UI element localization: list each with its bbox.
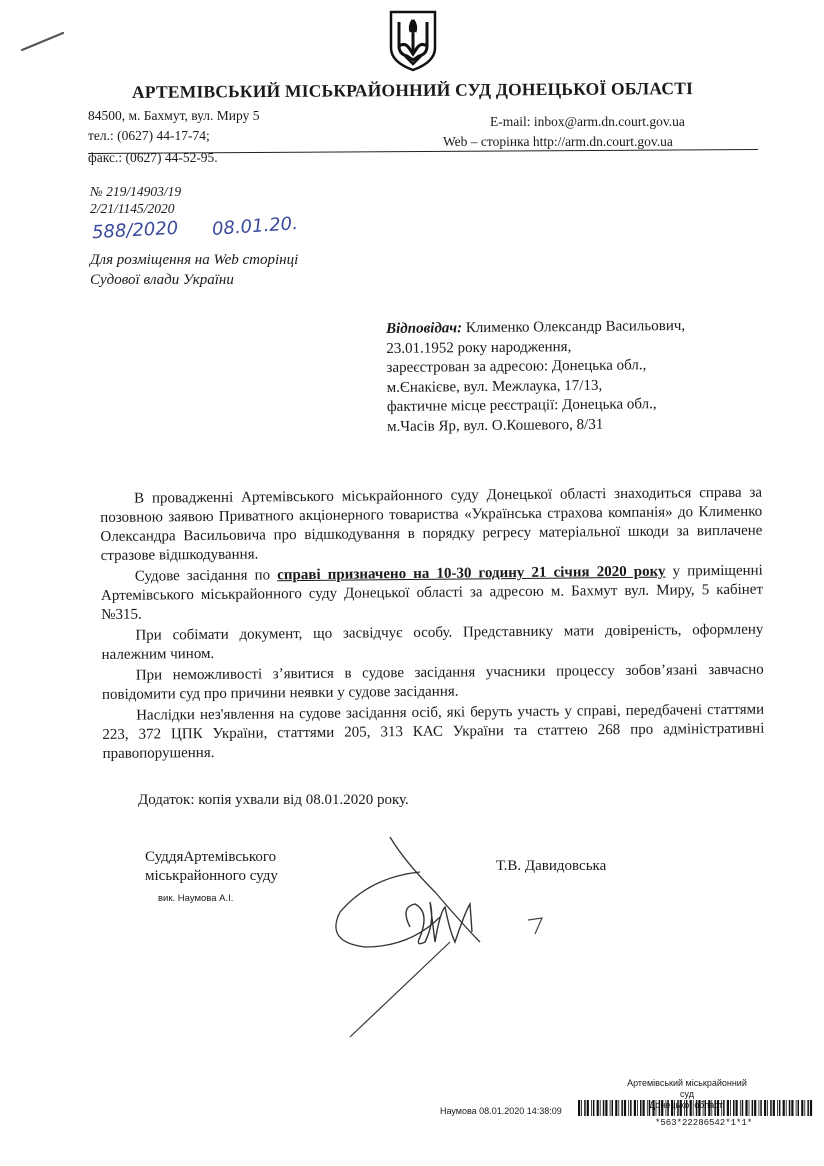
respondent-line: м.Часів Яр, вул. О.Кошевого, 8/31 bbox=[387, 416, 604, 435]
judge-name: Т.В. Давидовська bbox=[496, 858, 607, 874]
respondent-block bbox=[386, 316, 787, 437]
respondent-line: зареєстрован за адресою: Донецька обл., bbox=[386, 357, 647, 376]
executor-name: вик. Наумова А.І. bbox=[158, 893, 234, 904]
body-paragraph-hearing bbox=[101, 562, 764, 625]
respondent-line: фактичне місце реєстрації: Донецька обл., bbox=[386, 396, 657, 415]
attachment-line: Додаток: копія ухвали від 08.01.2020 року. bbox=[138, 792, 409, 808]
court-website: Web – сторінка http://arm.dn.court.gov.ua bbox=[443, 134, 673, 149]
court-address: 84500, м. Бахмут, вул. Миру 5 bbox=[88, 108, 260, 123]
stamp-court-line2: Донецької bbox=[649, 1100, 692, 1110]
respondent-label: Відповідач: bbox=[386, 320, 463, 337]
court-fax: факс.: (0627) 44-52-95. bbox=[88, 150, 218, 165]
proceeding-number: 2/21/1145/2020 bbox=[90, 201, 175, 216]
handwritten-signature bbox=[330, 832, 570, 1042]
court-name-heading: АРТЕМІВСЬКИЙ МІСЬКРАЙОННИЙ СУД ДОНЕЦЬКОЇ ОБЛАСТІ bbox=[131, 78, 694, 102]
hearing-text-start: Судове засідання по bbox=[134, 567, 278, 585]
body-paragraph-consequences: Наслідки нез'явлення на судове засідання осіб, які беруть участь у справі, передбачені статтями 223, 372 ЦПК України, статтями 205, 313 КАС України та статтею 268 про адміністративні правопорушення. bbox=[102, 701, 765, 762]
stamp-court-line1: Артемівський міськрайонний суд bbox=[627, 1078, 747, 1099]
hearing-text-end: у приміщенні Артемівського міськрайонного суду Донецької області за адресою м. Бахмут вул. Миру, 5 кабінет №315. bbox=[100, 562, 764, 623]
judge-title bbox=[145, 848, 278, 886]
respondent-line: 23.01.1952 року народження, bbox=[386, 338, 572, 357]
publication-notice-line2: Судової влади України bbox=[90, 272, 234, 288]
body-paragraph-absence: При неможливості з’явитися в судове засідання учасники процессу зобов’язані завчасно повідомити суд про причини неявки у судове засідання. bbox=[101, 661, 764, 703]
letter-body bbox=[100, 484, 765, 764]
coat-of-arms-icon bbox=[385, 8, 441, 72]
pen-stroke-mark bbox=[20, 30, 65, 52]
court-email: E-mail: inbox@arm.dn.court.gov.ua bbox=[490, 114, 685, 129]
publication-notice-line1: Для розміщення на Web сторінці bbox=[90, 252, 299, 268]
handwritten-outgoing-number: 588/2020 bbox=[91, 217, 179, 244]
case-number: № 219/14903/19 bbox=[90, 184, 182, 199]
barcode-number: *563*22286542*1*1* bbox=[655, 1118, 753, 1128]
judge-title-line2: міськрайонного суду bbox=[145, 868, 278, 884]
respondent-name: Клименко Олександр Васильович, bbox=[461, 317, 686, 337]
body-paragraph-case: В провадженні Артемівського міськрайонного суду Донецької області знаходиться справа за позовною заявою Приватного акціонерного товариства «Українська страхова компанія» до Клименко Олександра Васильовича про відшкодування в порядку регресу матеріальної шкоди за виплачене стразове відшкодування. bbox=[100, 484, 763, 564]
barcode-icon bbox=[578, 1100, 814, 1116]
hearing-date-emphasis: справі призначено на 10-30 годину 21 січня 2020 року bbox=[277, 563, 666, 584]
body-paragraph-documents: При собімати документ, що засвідчує особу. Представнику мати довіреність, оформлену належним чином. bbox=[101, 621, 764, 663]
judge-title-line1: СуддяАртемівського bbox=[145, 849, 277, 865]
registration-stamp-meta: Наумова 08.01.2020 14:38:09 bbox=[440, 1106, 562, 1116]
respondent-line: м.Єнакієве, вул. Межлаука, 17/13, bbox=[386, 377, 603, 396]
handwritten-date: 08.01.20. bbox=[211, 213, 299, 240]
court-phone: тел.: (0627) 44-17-74; bbox=[88, 128, 210, 143]
